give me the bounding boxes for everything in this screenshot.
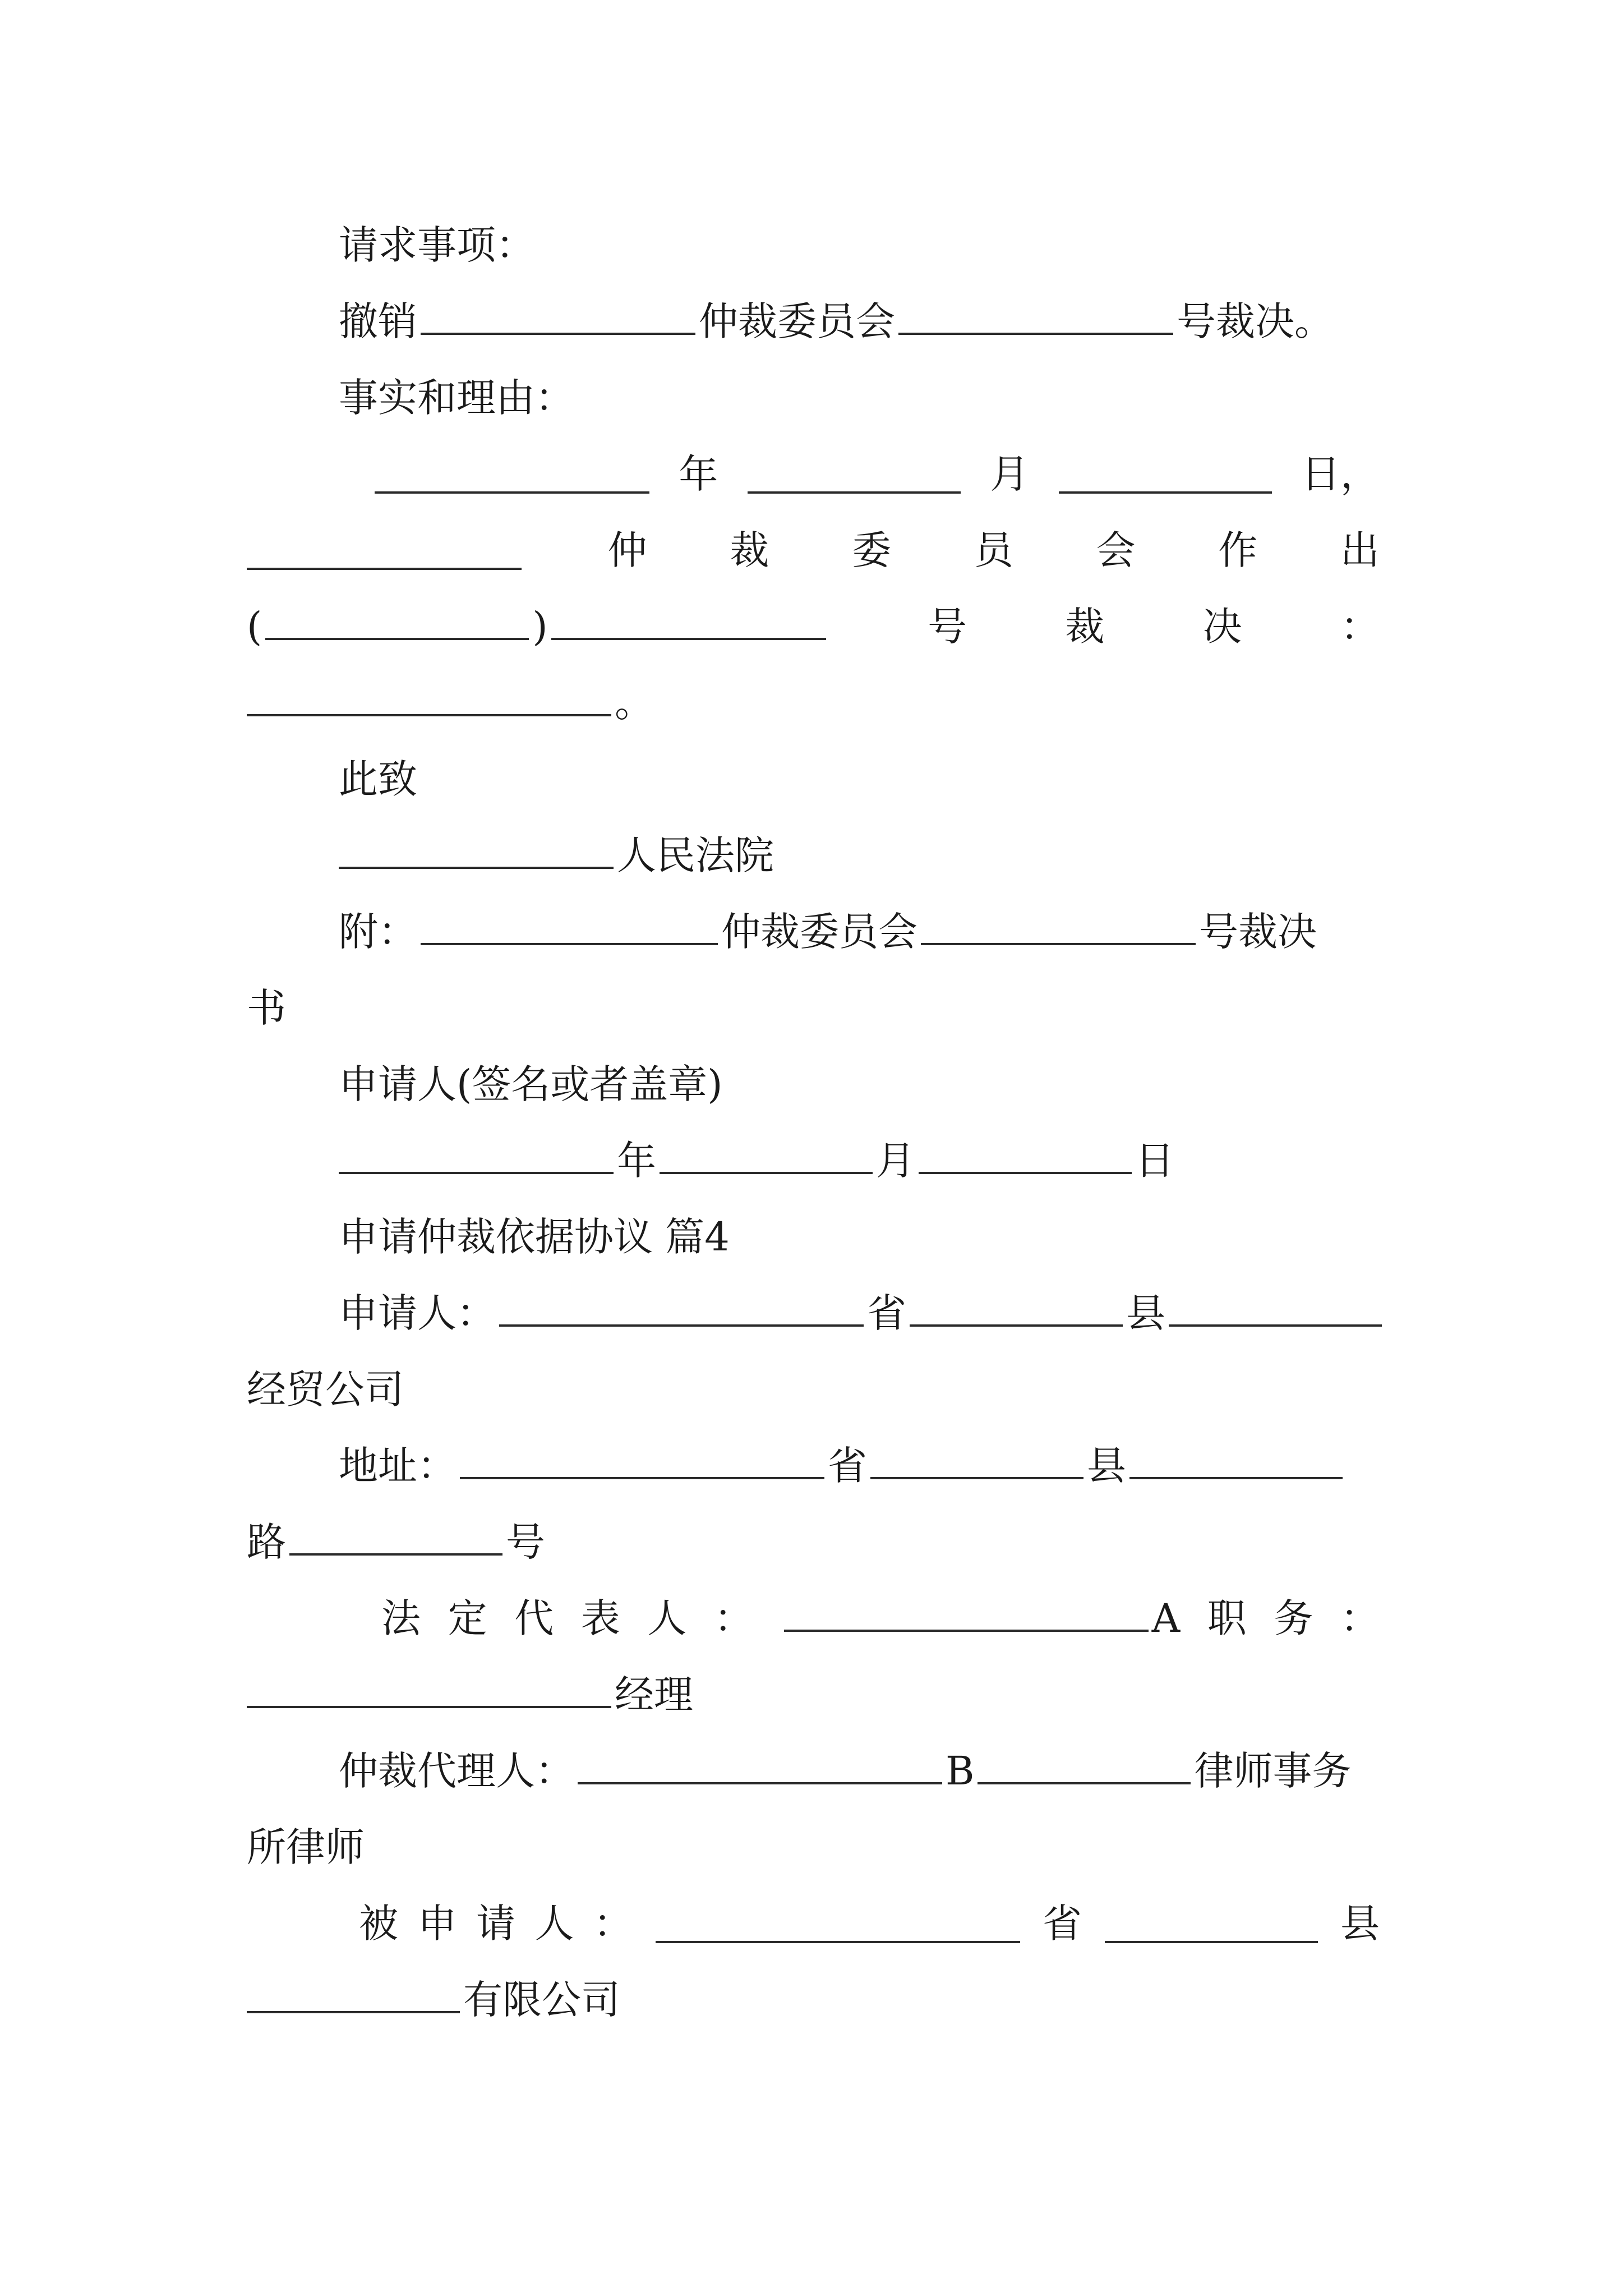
text: 附： bbox=[339, 909, 417, 955]
text: ： bbox=[1340, 604, 1380, 650]
fill-blank[interactable] bbox=[910, 1287, 1123, 1327]
text: 仲 bbox=[607, 527, 647, 573]
fill-blank[interactable] bbox=[551, 601, 826, 640]
text: 代 bbox=[514, 1595, 554, 1641]
fill-blank[interactable] bbox=[460, 1440, 824, 1479]
text: 有限公司 bbox=[463, 1977, 620, 2023]
fill-blank[interactable] bbox=[1105, 1904, 1318, 1943]
fill-blank[interactable] bbox=[247, 677, 611, 716]
text: 仲裁代理人： bbox=[339, 1748, 574, 1794]
fill-blank[interactable] bbox=[375, 454, 649, 494]
text: 表 bbox=[580, 1595, 620, 1641]
text: 出 bbox=[1340, 527, 1380, 573]
fill-blank[interactable] bbox=[339, 830, 614, 869]
text: 号 bbox=[927, 604, 967, 650]
text: 此致 bbox=[339, 756, 417, 802]
text: 事实和理由： bbox=[339, 375, 574, 421]
facts-heading bbox=[247, 359, 1380, 436]
fill-blank[interactable] bbox=[265, 601, 529, 640]
text: ： bbox=[1340, 1595, 1380, 1641]
address-line-cont bbox=[247, 1503, 1380, 1581]
text: 法 bbox=[381, 1595, 421, 1641]
ruling-content-line bbox=[247, 664, 1380, 742]
text: 月 bbox=[876, 1138, 915, 1184]
fill-blank[interactable] bbox=[1059, 454, 1272, 494]
fill-blank[interactable] bbox=[289, 1516, 502, 1556]
attachment-line bbox=[247, 893, 1380, 970]
text: 人民法院 bbox=[617, 832, 774, 878]
text: 撤销 bbox=[339, 298, 417, 344]
text: 经理 bbox=[615, 1672, 693, 1718]
text: 决 bbox=[1202, 604, 1242, 650]
text: 日， bbox=[1301, 451, 1380, 497]
text: 作 bbox=[1218, 527, 1258, 573]
text: 申 bbox=[417, 1901, 457, 1947]
text: ) bbox=[532, 604, 548, 650]
text: 年 bbox=[679, 451, 718, 497]
text: 会 bbox=[1096, 527, 1136, 573]
text: 委 bbox=[852, 527, 892, 573]
text: 人 bbox=[647, 1595, 687, 1641]
ruling-number-line bbox=[247, 588, 1380, 665]
text: 仲裁委员会 bbox=[699, 298, 895, 344]
fill-blank[interactable] bbox=[421, 296, 695, 335]
text: 省 bbox=[1043, 1901, 1082, 1947]
text: 县 bbox=[1340, 1901, 1380, 1947]
fill-blank[interactable] bbox=[748, 454, 961, 494]
text: 所律师 bbox=[247, 1824, 365, 1870]
text: 经贸公司 bbox=[247, 1366, 404, 1412]
section-title bbox=[247, 1198, 1380, 1276]
text: 号裁决。 bbox=[1177, 298, 1334, 344]
text: 号 bbox=[506, 1519, 545, 1565]
fill-blank[interactable] bbox=[870, 1440, 1083, 1479]
fill-blank[interactable] bbox=[339, 1135, 614, 1174]
agent-line bbox=[247, 1732, 1380, 1810]
text: ： bbox=[713, 1595, 753, 1641]
fill-blank[interactable] bbox=[247, 1669, 611, 1708]
address-line bbox=[247, 1427, 1380, 1504]
applicant-line bbox=[247, 1274, 1380, 1352]
legal-rep-line bbox=[247, 1580, 1380, 1657]
date-line bbox=[247, 435, 1380, 513]
text: 。 bbox=[615, 680, 654, 726]
text: 省 bbox=[828, 1443, 867, 1489]
text: ( bbox=[247, 604, 262, 650]
fill-blank[interactable] bbox=[1129, 1440, 1343, 1479]
applicant-line-cont bbox=[247, 1351, 1380, 1428]
attachment-line-cont bbox=[247, 969, 1380, 1047]
respondent-line-cont bbox=[247, 1961, 1380, 2039]
fill-blank[interactable] bbox=[578, 1745, 942, 1784]
text: 书 bbox=[247, 985, 286, 1031]
text: 申请人： bbox=[339, 1290, 496, 1336]
text: 裁 bbox=[730, 527, 769, 573]
salutation bbox=[247, 740, 1380, 818]
text: B bbox=[946, 1748, 975, 1794]
court-line bbox=[247, 817, 1380, 894]
text: 职 bbox=[1207, 1595, 1247, 1641]
text: 被 bbox=[359, 1901, 398, 1947]
fill-blank[interactable] bbox=[784, 1593, 1149, 1632]
text: 县 bbox=[1087, 1443, 1126, 1489]
text: 申请人(签名或者盖章) bbox=[339, 1061, 723, 1107]
text: 年 bbox=[617, 1138, 656, 1184]
fill-blank[interactable] bbox=[978, 1745, 1191, 1784]
text: 律师事务 bbox=[1194, 1748, 1352, 1794]
agent-line-cont bbox=[247, 1809, 1380, 1886]
fill-blank[interactable] bbox=[660, 1135, 873, 1174]
text: 日 bbox=[1135, 1138, 1174, 1184]
fill-blank[interactable] bbox=[247, 531, 522, 570]
fill-blank[interactable] bbox=[921, 906, 1196, 945]
signature-date bbox=[247, 1122, 1380, 1199]
revoke-line bbox=[247, 283, 1380, 360]
committee-line bbox=[247, 512, 1380, 589]
request-heading bbox=[247, 206, 1380, 284]
text: 地址： bbox=[339, 1443, 457, 1489]
text: 省 bbox=[867, 1290, 906, 1336]
text: 月 bbox=[990, 451, 1030, 497]
text: 人 bbox=[534, 1901, 574, 1947]
respondent-line bbox=[247, 1885, 1380, 1962]
text: A bbox=[1151, 1595, 1181, 1641]
text: ： bbox=[593, 1901, 633, 1947]
text: 务 bbox=[1274, 1595, 1313, 1641]
fill-blank[interactable] bbox=[919, 1135, 1132, 1174]
text: 定 bbox=[448, 1595, 487, 1641]
text: 仲裁委员会 bbox=[721, 909, 917, 955]
text: 申请仲裁依据协议 篇4 bbox=[339, 1214, 730, 1260]
fill-blank[interactable] bbox=[247, 1974, 460, 2013]
fill-blank[interactable] bbox=[898, 296, 1173, 335]
fill-blank[interactable] bbox=[656, 1904, 1020, 1943]
text: 路 bbox=[247, 1519, 286, 1565]
text: 裁 bbox=[1065, 604, 1105, 650]
text: 请 bbox=[476, 1901, 515, 1947]
fill-blank[interactable] bbox=[421, 906, 718, 945]
fill-blank[interactable] bbox=[499, 1287, 864, 1327]
text: 号裁决 bbox=[1199, 909, 1317, 955]
text: 县 bbox=[1126, 1290, 1165, 1336]
text: 请求事项： bbox=[339, 222, 535, 268]
fill-blank[interactable] bbox=[1169, 1287, 1382, 1327]
applicant-signature bbox=[247, 1046, 1380, 1123]
text: 员 bbox=[974, 527, 1013, 573]
legal-rep-line-cont bbox=[247, 1656, 1380, 1733]
